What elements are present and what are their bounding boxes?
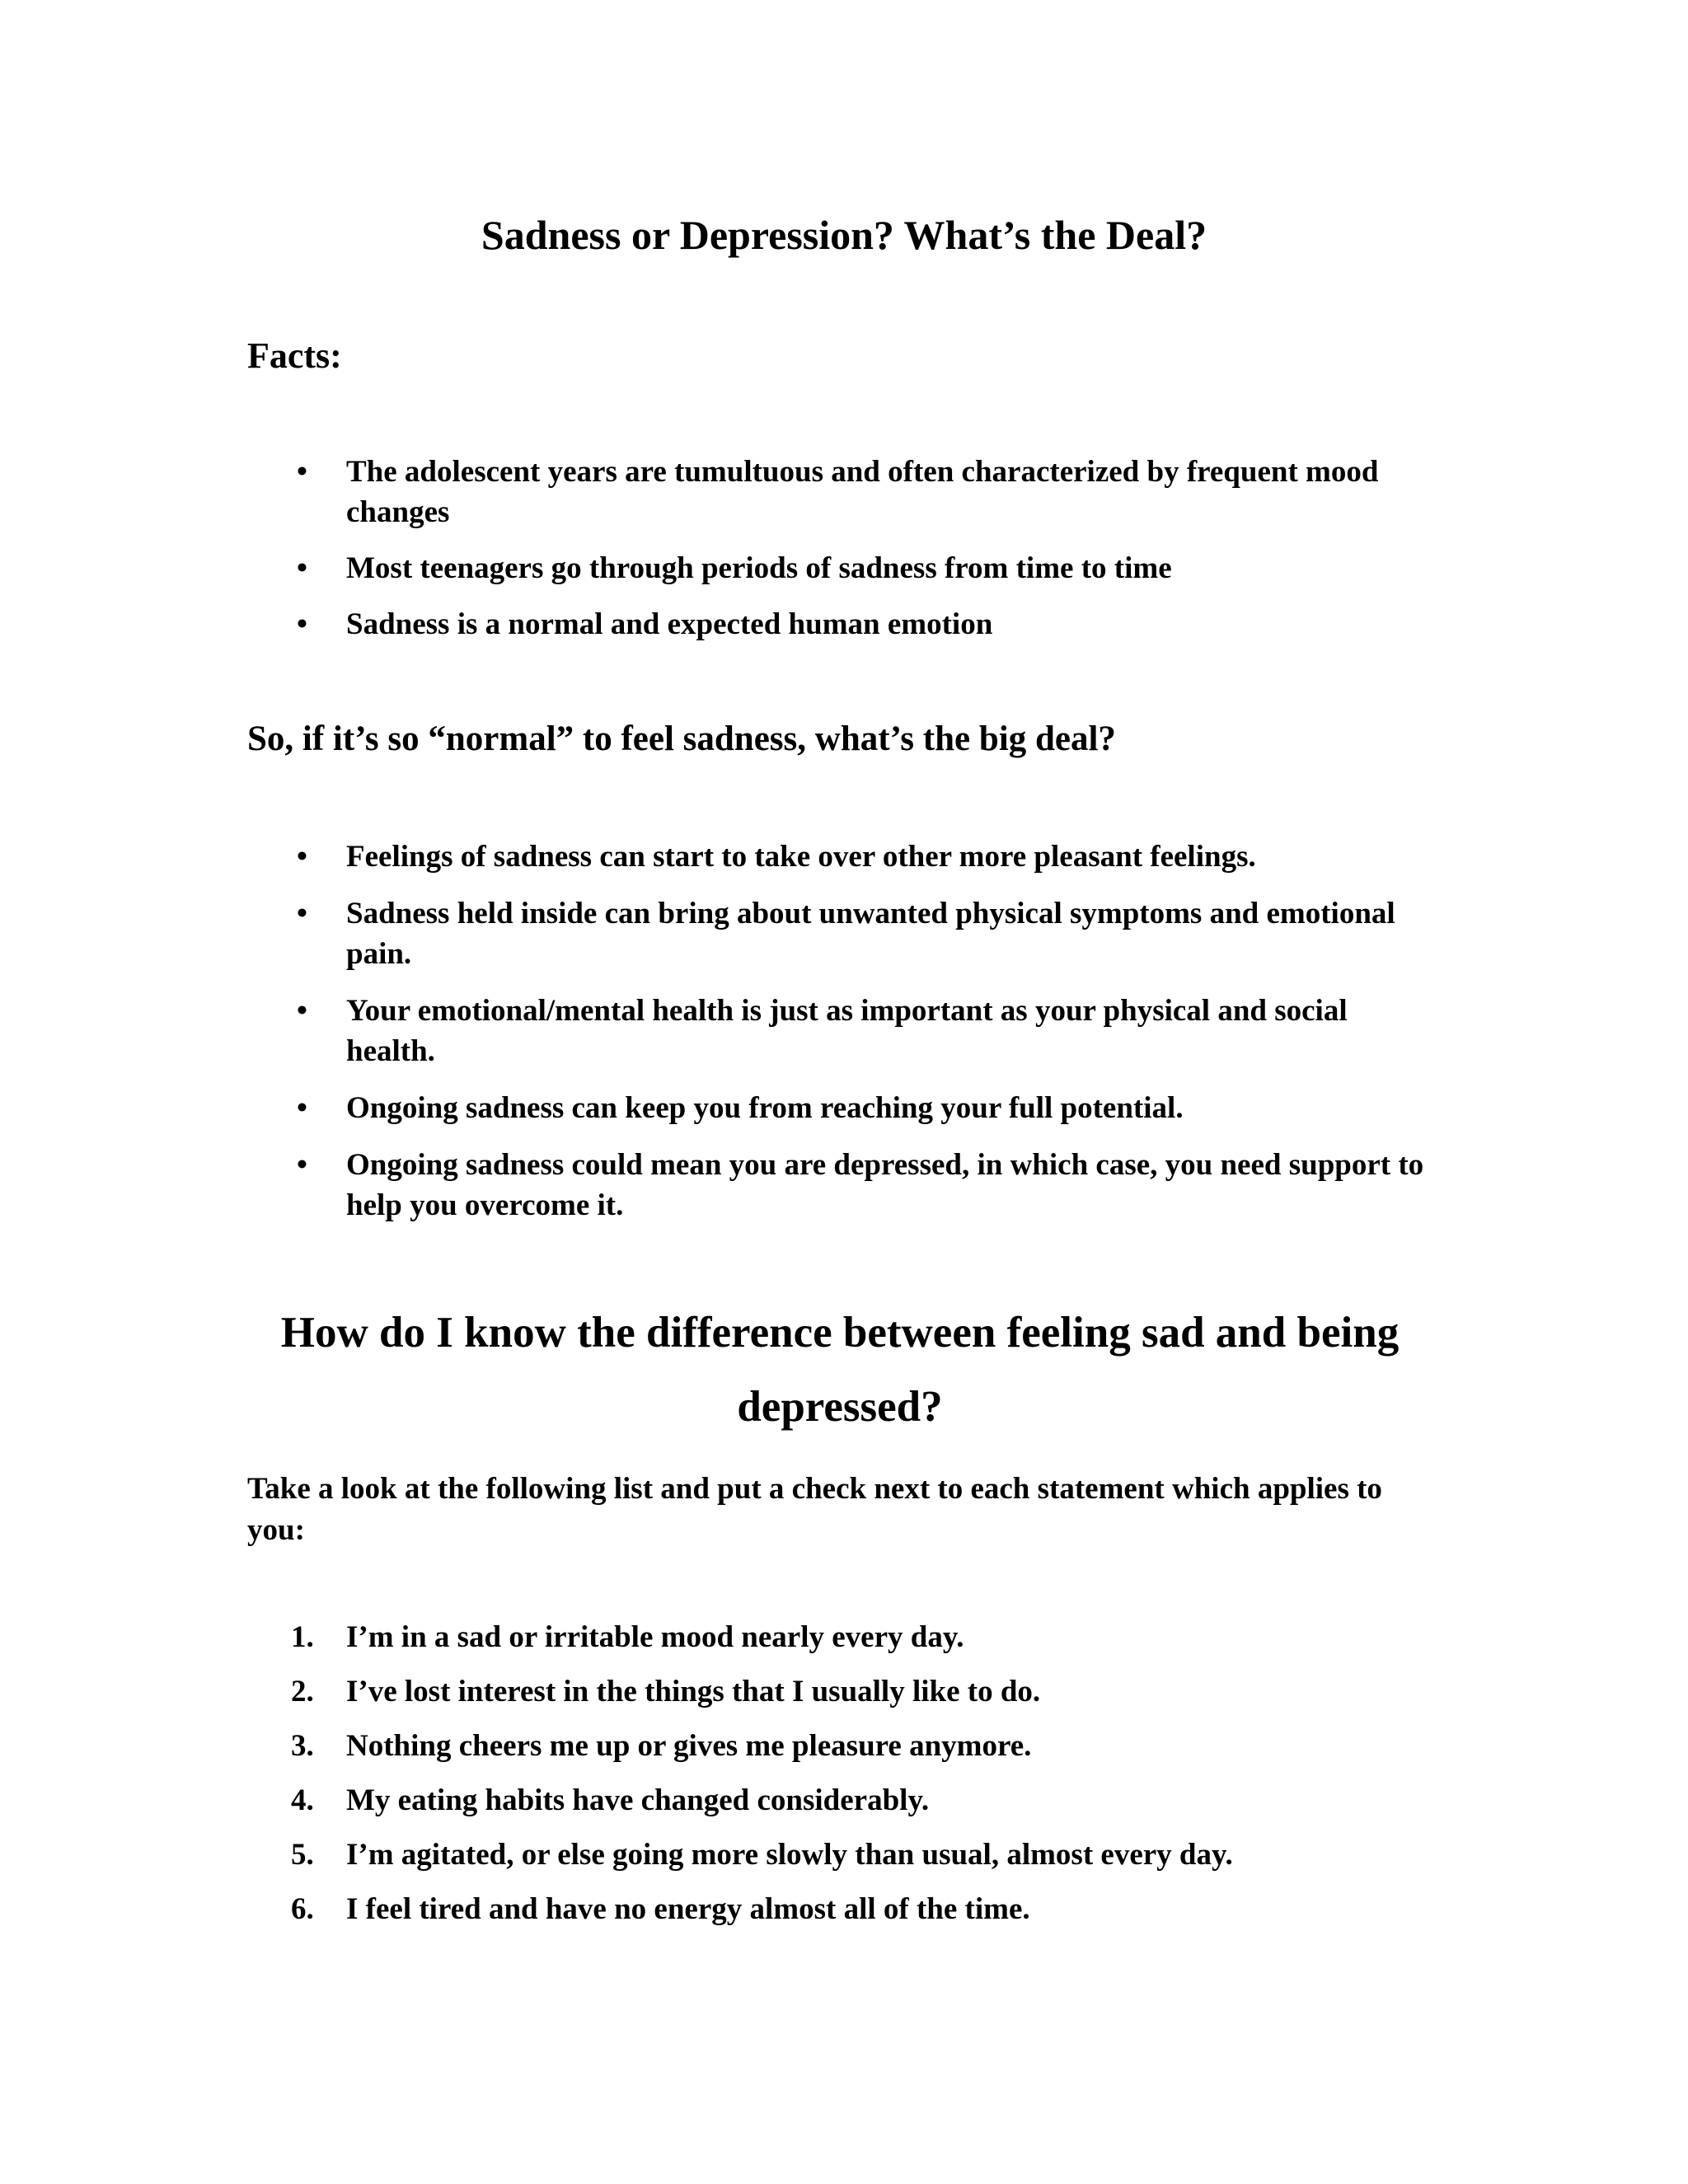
item-number: 3.	[291, 1729, 314, 1763]
bullet-icon: •	[297, 607, 307, 641]
list-item-text: The adolescent years are tumultuous and often characterized by frequent mood changes	[346, 455, 1379, 529]
symptom-checklist	[247, 1617, 1442, 1943]
list-item-text: My eating habits have changed considerably.	[346, 1783, 930, 1817]
list-item	[247, 1617, 1442, 1657]
bullet-icon: •	[297, 840, 307, 874]
list-item	[247, 1835, 1442, 1875]
bullet-icon: •	[297, 994, 307, 1028]
list-item-text: I’m agitated, or else going more slowly than usual, almost every day.	[346, 1838, 1233, 1872]
list-item-text: I’ve lost interest in the things that I usually like to do.	[346, 1675, 1041, 1708]
list-item	[247, 1780, 1442, 1821]
list-item-text: Your emotional/mental health is just as important as your physical and social health.	[346, 994, 1348, 1068]
bullet-icon: •	[297, 455, 307, 489]
bullet-icon: •	[297, 897, 307, 930]
big-deal-list	[247, 837, 1442, 1242]
bullet-icon: •	[297, 1091, 307, 1125]
list-item	[247, 604, 1442, 644]
facts-heading: Facts:	[247, 335, 342, 376]
checklist-instructions: Take a look at the following list and put a check next to each statement which applies to you:	[247, 1472, 1382, 1547]
item-number: 4.	[291, 1783, 314, 1817]
list-item-text: Ongoing sadness could mean you are depressed, in which case, you need support to help you overcome it.	[346, 1148, 1424, 1222]
list-item	[247, 452, 1442, 532]
list-item	[247, 837, 1442, 877]
list-item	[247, 893, 1442, 974]
item-number: 5.	[291, 1838, 314, 1872]
list-item-text: Most teenagers go through periods of sadness from time to time	[346, 551, 1172, 585]
list-item-text: I’m in a sad or irritable mood nearly every day.	[346, 1620, 964, 1654]
difference-heading: How do I know the difference between feeling sad and being depressed?	[280, 1309, 1400, 1431]
list-item	[247, 1088, 1442, 1128]
list-item	[247, 1726, 1442, 1766]
list-item	[247, 991, 1442, 1071]
list-item-text: Ongoing sadness can keep you from reaching your full potential.	[346, 1091, 1184, 1125]
list-item-text: Sadness held inside can bring about unwanted physical symptoms and emotional pain.	[346, 897, 1395, 971]
list-item-text: Feelings of sadness can start to take over other more pleasant feelings.	[346, 840, 1256, 874]
list-item-text: Sadness is a normal and expected human emotion	[346, 607, 993, 641]
bullet-icon: •	[297, 551, 307, 585]
facts-list	[247, 452, 1442, 660]
list-item-text: Nothing cheers me up or gives me pleasure anymore.	[346, 1729, 1032, 1763]
list-item	[247, 1145, 1442, 1226]
list-item	[247, 1671, 1442, 1712]
list-item	[247, 1889, 1442, 1929]
item-number: 1.	[291, 1620, 314, 1654]
big-deal-heading: So, if it’s so “normal” to feel sadness, what’s the big deal?	[247, 719, 1116, 758]
bullet-icon: •	[297, 1148, 307, 1182]
list-item-text: I feel tired and have no energy almost all of the time.	[346, 1892, 1030, 1926]
item-number: 2.	[291, 1675, 314, 1708]
list-item	[247, 548, 1442, 588]
item-number: 6.	[291, 1892, 314, 1926]
page-title: Sadness or Depression? What’s the Deal?	[481, 212, 1207, 258]
